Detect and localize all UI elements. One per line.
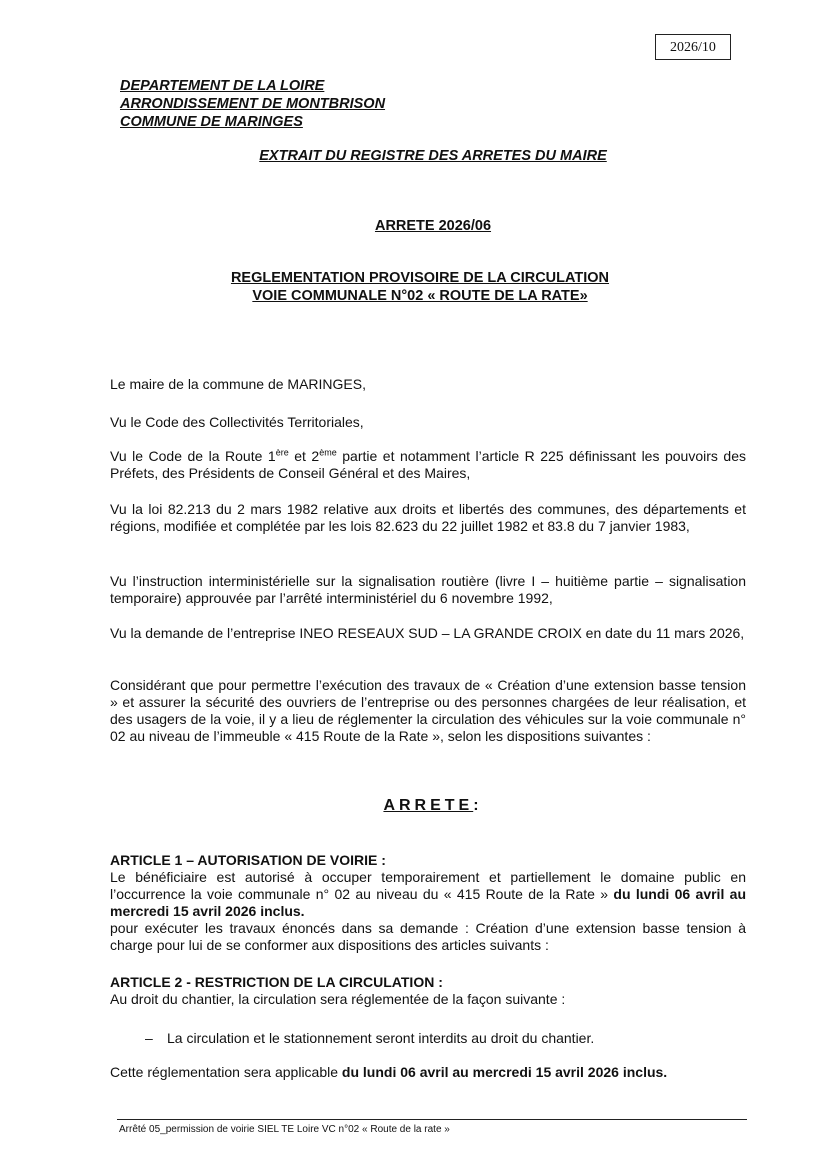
footer-divider: [117, 1119, 747, 1120]
vu-code-route: Vu le Code de la Route 1ère et 2ème partie et notamment l’article R 225 définissant les pouvoirs des Préfets, des Présidents de Conseil Général et des Maires,: [110, 447, 746, 481]
arrete-number: ARRETE 2026/06: [374, 218, 492, 234]
document-title: [0, 269, 827, 305]
title-line-1: REGLEMENTATION PROVISOIRE DE LA CIRCULATION: [230, 270, 610, 286]
arrondissement-line: ARRONDISSEMENT DE MONTBRISON: [120, 96, 386, 112]
intro-paragraph: Le maire de la commune de MARINGES,: [110, 376, 366, 392]
vu-instruction: Vu l’instruction interministérielle sur la signalisation routière (livre I – huitième partie – signalisation temporaire) approuvée par l’arrêté interministériel du 6 novembre 1992,: [110, 573, 746, 606]
commune-line: COMMUNE DE MARINGES: [120, 114, 303, 130]
registry-stamp: 2026/10: [655, 34, 731, 60]
letterhead: [120, 77, 385, 131]
vu-demande: Vu la demande de l’entreprise INEO RESEAUX SUD – LA GRANDE CROIX en date du 11 mars 2026,: [110, 625, 745, 641]
considerant-paragraph: Considérant que pour permettre l’exécution des travaux de « Création d’une extension basse tension » et assurer la sécurité des ouvriers de l’entreprise ou des personnes chargées de leur réalisation, et des usagers de la voie, il y a lieu de réglementer la circulation des véhicules sur la voie communale n° 02 au niveau de l’immeuble « 415 Route de la Rate », selon les dispositions suivantes :: [110, 677, 746, 744]
restriction-item: – La circulation et le stationnement seront interdits au droit du chantier.: [145, 1030, 595, 1046]
title-line-2: VOIE COMMUNALE N°02 « ROUTE DE LA RATE»: [252, 288, 588, 304]
arrete-heading: ARRETE:: [383, 797, 483, 814]
article-1-body: Le bénéficiaire est autorisé à occuper temporairement et partiellement le domaine public en l’occurrence la voie communale n° 02 au niveau du « 415 Route de la Rate » du lundi 06 avril au mercredi 15 avril 2026 inclus.: [110, 869, 747, 919]
vu-loi: Vu la loi 82.213 du 2 mars 1982 relative aux droits et libertés des communes, des départements et régions, modifiée et complétée par les lois 82.623 du 22 juillet 1982 et 83.8 du 7 janvier 1983,: [110, 501, 746, 534]
article-2-title: ARTICLE 2 - RESTRICTION DE LA CIRCULATION :: [110, 974, 443, 990]
departement-line: DEPARTEMENT DE LA LOIRE: [120, 78, 325, 94]
article-1-body-2: pour exécuter les travaux énoncés dans sa demande : Création d’une extension basse tension à charge pour lui de se conformer aux dispositions des articles suivants :: [110, 920, 746, 953]
extrait-heading: EXTRAIT DU REGISTRE DES ARRETES DU MAIRE: [259, 148, 607, 164]
article-2-body: Au droit du chantier, la circulation sera réglementée de la façon suivante :: [110, 991, 566, 1007]
article-2: [110, 974, 746, 1008]
article-1: [110, 852, 746, 954]
page-footer: Arrêté 05_permission de voirie SIEL TE Loire VC n°02 « Route de la rate »: [119, 1124, 450, 1135]
article-1-title: ARTICLE 1 – AUTORISATION DE VOIRIE :: [110, 852, 386, 868]
vu-code-collectivites: Vu le Code des Collectivités Territoriales,: [110, 414, 364, 430]
applicable-paragraph: Cette réglementation sera applicable du lundi 06 avril au mercredi 15 avril 2026 inclus.: [110, 1064, 668, 1080]
